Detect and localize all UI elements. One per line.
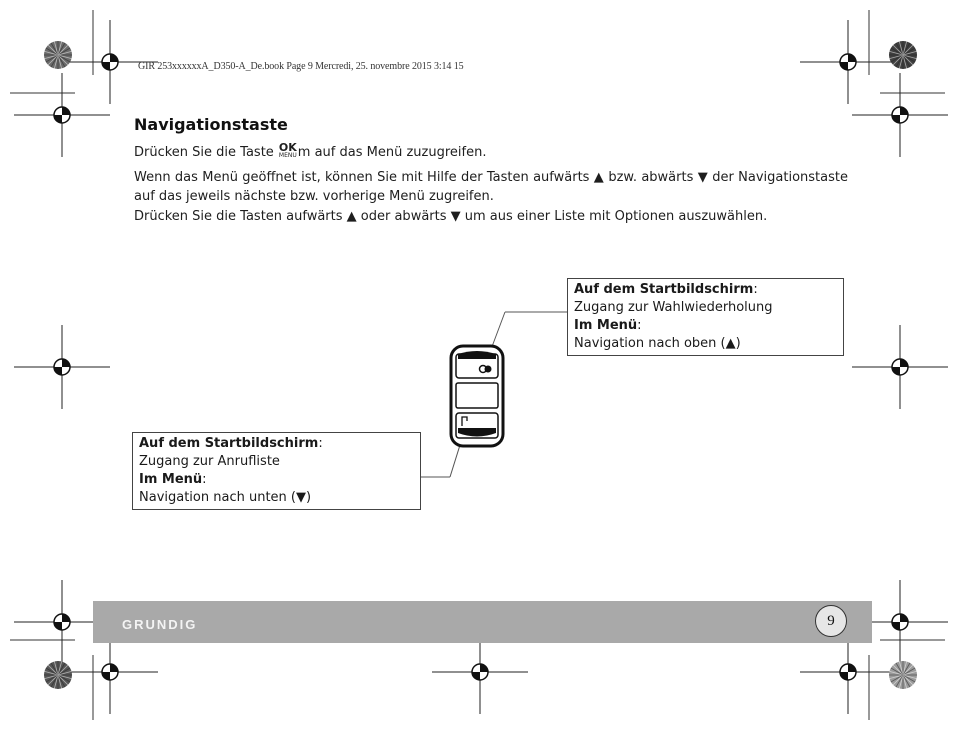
ok-menu-key-icon	[278, 141, 297, 160]
callout-down-line-heading2	[139, 471, 414, 489]
callout-up-line1: Zugang zur Wahlwiederholung	[574, 300, 773, 315]
redial-icon-dot	[485, 366, 492, 373]
callout-down-key	[132, 432, 421, 510]
callout-up-key	[567, 278, 844, 356]
page-number-badge: 9	[815, 605, 847, 637]
registration-target-icon	[852, 73, 948, 157]
callout-down-heading1: Auf dem Startbildschirm	[139, 436, 319, 451]
callout-up-colon1: :	[753, 282, 758, 297]
registration-target-icon	[14, 73, 110, 157]
paragraph-list-selection: Drücken Sie die Tasten aufwärts ▲ oder abwärts ▼ um aus einer Liste mit Optionen auszuwählen.	[134, 209, 768, 224]
ok-center-key-icon	[456, 383, 498, 408]
navigation-key-illustration	[420, 300, 580, 490]
paragraph-ok-key	[134, 143, 848, 162]
ok-key-label: OK	[278, 141, 297, 154]
color-starburst-icon	[44, 41, 72, 69]
registration-target-icon	[800, 20, 896, 104]
color-starburst-icon	[889, 661, 917, 689]
callout-down-line2: Navigation nach unten (▼)	[139, 490, 312, 505]
color-starburst-icon	[44, 661, 72, 689]
p1-text-before: Drücken Sie die Taste	[134, 145, 278, 160]
callout-up-line2: Navigation nach oben (▲)	[574, 336, 741, 351]
footer-bar	[93, 601, 872, 643]
callout-up-line-heading1	[574, 281, 837, 299]
paragraph-navigation: Wenn das Menü geöffnet ist, können Sie mit Hilfe der Tasten aufwärts ▲ bzw. abwärts ▼ der Navigationstaste auf das jeweils nächste bzw. vorherige Menü zugreifen.	[134, 170, 848, 204]
callout-up-line-heading2	[574, 317, 837, 335]
callout-down-heading2: Im Menü	[139, 472, 203, 487]
brand-logo: GRUNDIG	[122, 617, 198, 632]
color-starburst-icon	[889, 41, 917, 69]
callout-up-heading2: Im Menü	[574, 318, 638, 333]
p1-text-after: m auf das Menü zuzugreifen.	[297, 145, 487, 160]
menu-key-sublabel: MENU	[278, 152, 297, 159]
callout-up-colon2: :	[637, 318, 642, 333]
callout-down-line1: Zugang zur Anrufliste	[139, 454, 280, 469]
callout-down-colon1: :	[318, 436, 323, 451]
callout-down-colon2: :	[202, 472, 207, 487]
registration-target-icon	[852, 325, 948, 409]
registration-target-icon	[14, 325, 110, 409]
callout-down-line-heading1	[139, 435, 414, 453]
callout-up-heading1: Auf dem Startbildschirm	[574, 282, 754, 297]
leader-line-down	[450, 445, 460, 477]
section-title: Navigationstaste	[134, 115, 288, 134]
print-info-line: GIR 253xxxxxxA_D350-A_De.book Page 9 Mercredi, 25. novembre 2015 3:14 15	[138, 61, 464, 72]
